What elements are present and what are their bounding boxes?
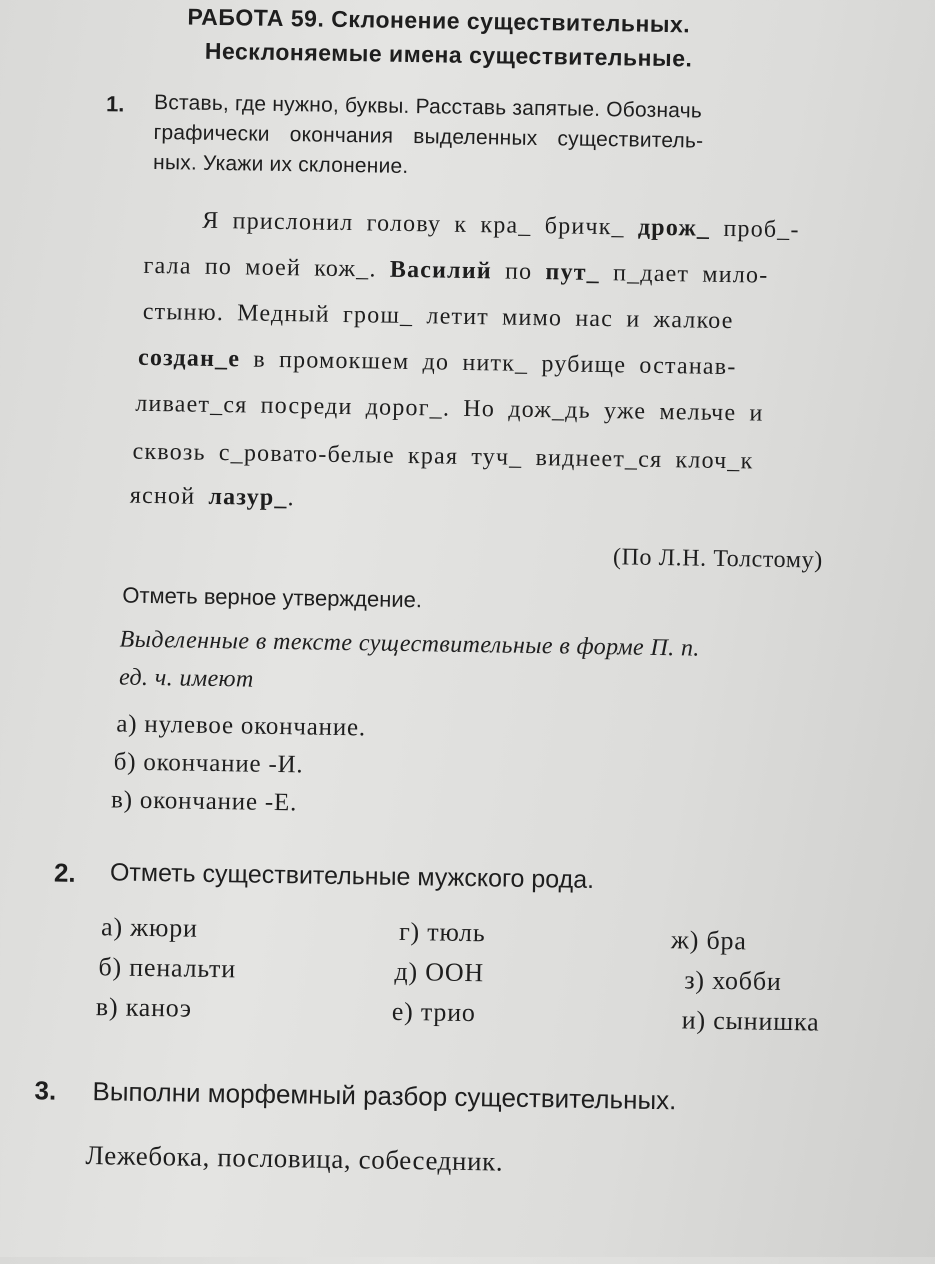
text-line: [130, 483, 295, 513]
task1-statement-line2: ед. ч. имеют: [118, 664, 254, 693]
text-segment: Я прислонил голову к кра_ бричк_: [202, 207, 639, 241]
task1-option-c[interactable]: в) окончание -Е.: [110, 786, 298, 817]
text-segment: по: [491, 258, 546, 286]
highlighted-noun: Василий: [389, 256, 493, 285]
task2-option-e[interactable]: е) трио: [391, 996, 476, 1028]
task2-number: 2.: [53, 857, 76, 888]
worksheet-title: РАБОТА 59. Склонение существительных.: [187, 3, 691, 38]
text-segment: п_дает мило-: [599, 259, 769, 289]
task1-option-a[interactable]: а) нулевое окончание.: [116, 710, 367, 742]
task2-option-v[interactable]: в) каноэ: [95, 992, 193, 1023]
text-segment: гала по моей кож_.: [143, 252, 391, 283]
text-line: [143, 299, 734, 335]
highlighted-noun: пут_: [545, 259, 601, 286]
task1-statement-line1: Выделенные в тексте существительные в форме П. п.: [119, 626, 701, 662]
task2-option-i[interactable]: и) сынишка: [681, 1005, 820, 1037]
text-line: [202, 208, 800, 244]
task2-option-d[interactable]: д) ООН: [394, 956, 485, 988]
task2-option-zh[interactable]: ж) бра: [670, 925, 747, 956]
task1-instruction-line3: ных. Укажи их склонение.: [152, 150, 409, 178]
task2-question: Отметь существительные мужского рода.: [109, 858, 595, 894]
task2-option-g[interactable]: г) тюль: [398, 916, 486, 948]
task2-option-z[interactable]: з) хобби: [684, 965, 782, 996]
text-line: [138, 345, 737, 381]
text-line: [132, 439, 753, 476]
text-segment: .: [287, 485, 296, 512]
task1-instruction-line1: Вставь, где нужно, буквы. Расставь запятые. Обозначь: [153, 90, 703, 123]
text-segment: проб_-: [710, 215, 800, 244]
highlighted-noun: создан_е: [137, 344, 241, 373]
task1-mark-prompt: Отметь верное утверждение.: [122, 582, 423, 613]
text-line: [135, 391, 764, 428]
text-source: (По Л.Н. Толстому): [612, 544, 823, 574]
highlighted-noun: дрож_: [637, 214, 711, 242]
text-segment: сквозь с_ровато-белые края туч_ виднеет_ся клоч_к: [132, 438, 754, 475]
task1-instruction-line2: графически окончания выделенных существитель-: [153, 120, 704, 153]
highlighted-noun: лазур_: [208, 483, 288, 512]
task1-number: 1.: [105, 91, 125, 117]
task2-option-b[interactable]: б) пенальти: [98, 952, 237, 984]
text-segment: ясной: [129, 482, 209, 510]
text-segment: ливает_ся посреди дорог_. Но дож_дь уже мельче и: [135, 390, 764, 427]
text-segment: стыню. Медный грош_ летит мимо нас и жалкое: [142, 298, 734, 335]
text-line: [143, 253, 768, 290]
worksheet-subtitle: Несклоняемые имена существительные.: [204, 37, 693, 72]
task3-number: 3.: [34, 1075, 57, 1106]
text-segment: в промокшем до нитк_ рубище останав-: [239, 346, 737, 381]
task3-words: Лежебока, пословица, собеседник.: [85, 1140, 504, 1177]
task2-option-a[interactable]: а) жюри: [100, 912, 198, 943]
task3-question: Выполни морфемный разбор существительных.: [92, 1076, 677, 1116]
task1-option-b[interactable]: б) окончание -И.: [113, 748, 304, 779]
